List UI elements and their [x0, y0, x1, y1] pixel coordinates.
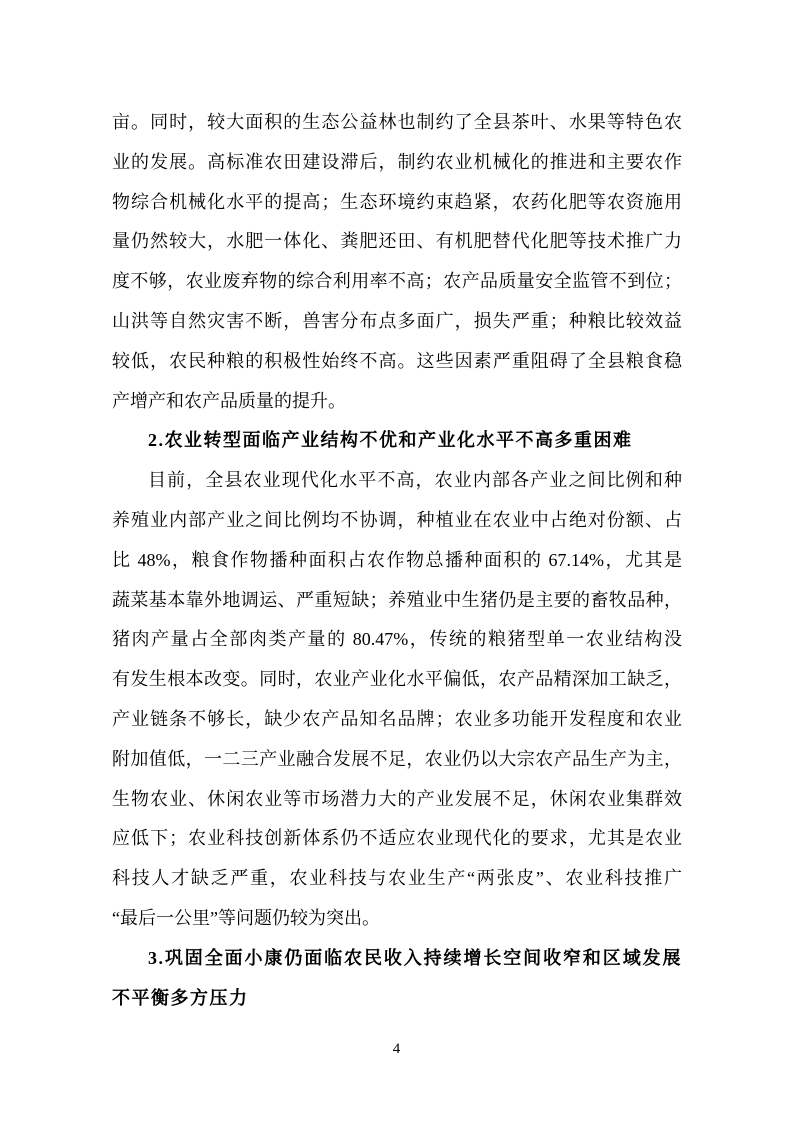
body-line: 比 48%，粮食作物播种面积占农作物总播种面积的 67.14%，尤其是 — [112, 549, 682, 570]
body-line: 亩。同时，较大面积的生态公益林也制约了全县茶叶、水果等特色农 — [112, 112, 682, 132]
body-line: 度不够，农业废弃物的综合利用率不高；农产品质量安全监管不到位； — [112, 271, 682, 292]
section-heading-2: 2.农业转型面临产业结构不优和产业化水平不高多重困难 — [148, 430, 633, 451]
body-line: 科技人才缺乏严重，农业科技与农业生产“两张皮”、农业科技推广 — [112, 868, 682, 889]
page-number: 4 — [392, 1041, 401, 1057]
body-line: 蔬菜基本靠外地调运、严重短缺；养殖业中生猪仍是主要的畜牧品种， — [112, 589, 682, 610]
body-line: 猪肉产量占全部肉类产量的 80.47%，传统的粮猪型单一农业结构没 — [112, 629, 682, 650]
body-line: 量仍然较大，水肥一体化、粪肥还田、有机肥替代化肥等技术推广力 — [112, 231, 682, 252]
body-line: 业的发展。高标准农田建设滞后，制约农业机械化的推进和主要农作 — [112, 151, 682, 172]
body-line: 山洪等自然灾害不断，兽害分布点多面广，损失严重；种粮比较效益 — [112, 310, 682, 331]
body-line: “最后一公里”等问题仍较为突出。 — [112, 907, 380, 928]
body-line: 较低，农民种粮的积极性始终不高。这些因素严重阻碍了全县粮食稳 — [112, 350, 682, 371]
body-line: 应低下；农业科技创新体系仍不适应农业现代化的要求，尤其是农业 — [112, 828, 682, 849]
section-heading-3: 3.巩固全面小康仍面临农民收入持续增长空间收窄和区域发展 — [148, 947, 682, 968]
page-body — [112, 103, 682, 1018]
body-line: 生物农业、休闲农业等市场潜力大的产业发展不足，休闲农业集群效 — [112, 788, 682, 809]
body-line: 物综合机械化水平的提高；生态环境约束趋紧，农药化肥等农资施用 — [112, 191, 682, 212]
body-line: 养殖业内部产业之间比例均不协调，种植业在农业中占绝对份额、占 — [112, 509, 682, 530]
body-line: 产业链条不够长，缺少农产品知名品牌；农业多功能开发程度和农业 — [112, 708, 682, 729]
body-line: 有发生根本改变。同时，农业产业化水平偏低，农产品精深加工缺乏， — [112, 669, 682, 690]
section-heading-3-continued: 不平衡多方压力 — [112, 987, 249, 1008]
body-line: 产增产和农产品质量的提升。 — [112, 390, 346, 411]
body-line: 附加值低，一二三产业融合发展不足，农业仍以大宗农产品生产为主， — [112, 748, 682, 769]
body-line: 目前，全县农业现代化水平不高，农业内部各产业之间比例和种 — [148, 470, 682, 491]
